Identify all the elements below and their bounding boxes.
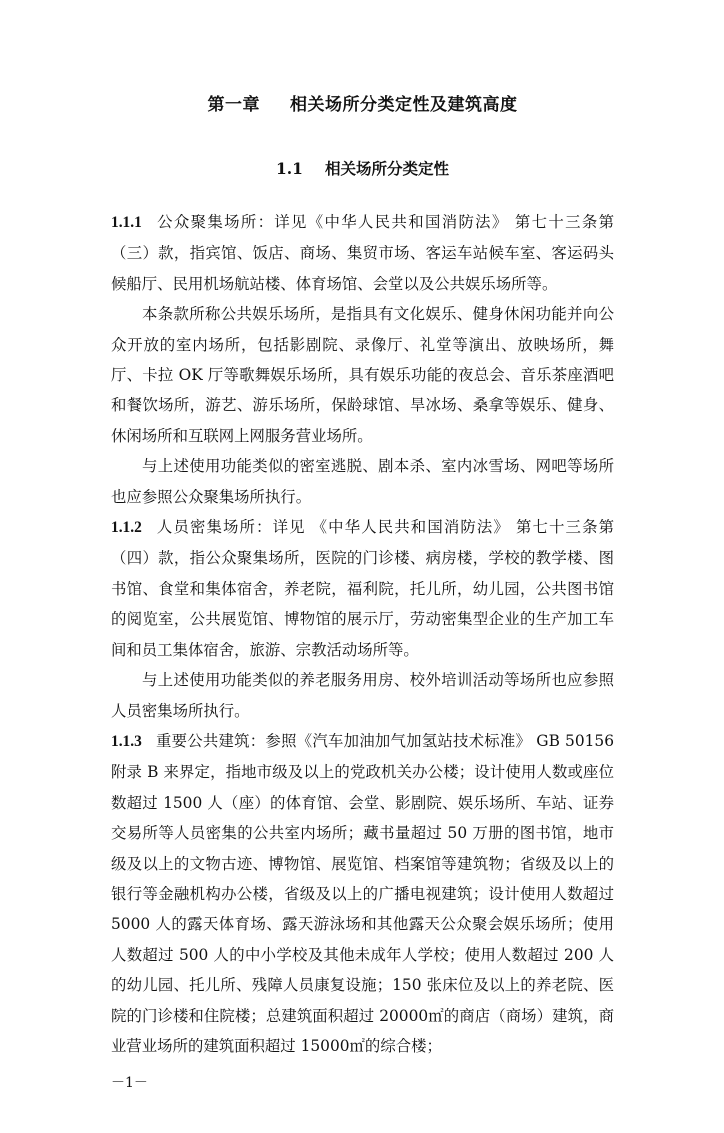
- clause-text: 重要公共建筑：参照《汽车加油加气加氢站技术标准》 GB 50156 附录 B 来界定，指地市级及以上的党政机关办公楼；设计使用人数或座位数超过 1500 人（座）的体育馆、会堂、影剧院、娱乐场所、车站、证券交易所等人员密集的公共室内场所；藏书量超过 50 万册的图书馆，地市级及以上的文物古迹、博物馆、展览馆、档案馆等建筑物；省级及以上的银行等金融机构办公楼，省级及以上的广播电视建筑；设计使用人数超过 5000 人的露天体育场、露天游泳场和其他露天公众聚会娱乐场所；使用人数超过 500 人的中小学校及其他未成年人学校；使用人数超过 200 人的幼儿园、托儿所、残障人员康复设施；150 张床位及以上的养老院、医院的门诊楼和住院楼；总建筑面积超过 20000㎡的商店（商场）建筑，商业营业场所的建筑面积超过 15000㎡的综合楼；: [111, 731, 614, 1055]
- document-body: [111, 207, 614, 1061]
- clause-text: 人员密集场所：详见 《中华人民共和国消防法》 第七十三条第（四）款，指公众聚集场所，医院的门诊楼、病房楼，学校的教学楼、图书馆、食堂和集体宿舍，养老院，福利院，托儿所，幼儿园，公共图书馆的阅览室，公共展览馆、博物馆的展示厅，劳动密集型企业的生产加工车间和员工集体宿舍，旅游、宗教活动场所等。: [111, 518, 614, 659]
- chapter-title-text: 相关场所分类定性及建筑高度: [290, 95, 518, 115]
- paragraph: 与上述使用功能类似的养老服务用房、校外培训活动等场所也应参照人员密集场所执行。: [111, 671, 614, 720]
- paragraph: 与上述使用功能类似的密室逃脱、剧本杀、室内冰雪场、网吧等场所也应参照公众聚集场所执行。: [111, 457, 614, 506]
- clause-number: 1.1.2: [111, 519, 142, 537]
- clause-1-1-3: [111, 726, 614, 1061]
- clause-text: 公众聚集场所：详见《中华人民共和国消防法》 第七十三条第（三）款，指宾馆、饭店、商场、集贸市场、客运车站候车室、客运码头候船厅、民用机场航站楼、体育场馆、会堂以及公共娱乐场所等。: [111, 213, 614, 293]
- section-title: 相关场所分类定性: [324, 159, 449, 178]
- chapter-label: 第一章: [207, 95, 260, 115]
- page-number: －1－: [111, 1075, 148, 1092]
- clause-number: 1.1.3: [111, 732, 142, 750]
- paragraph: 本条款所称公共娱乐场所，是指具有文化娱乐、健身休闲功能并向公众开放的室内场所，包括影剧院、录像厅、礼堂等演出、放映场所，舞厅、卡拉 OK 厅等歌舞娱乐场所，具有娱乐功能的夜总会、音乐茶座酒吧和餐饮场所，游艺、游乐场所，保龄球馆、旱冰场、桑拿等娱乐、健身、休闲场所和互联网上网服务营业场所。: [111, 305, 614, 445]
- clause-1-1-2: [111, 512, 614, 665]
- clause-number: 1.1.1: [111, 214, 142, 231]
- clause-1-1-1: [111, 207, 614, 299]
- section-number: 1.1: [276, 159, 303, 178]
- section-heading: [0, 158, 724, 180]
- chapter-title: [0, 93, 724, 117]
